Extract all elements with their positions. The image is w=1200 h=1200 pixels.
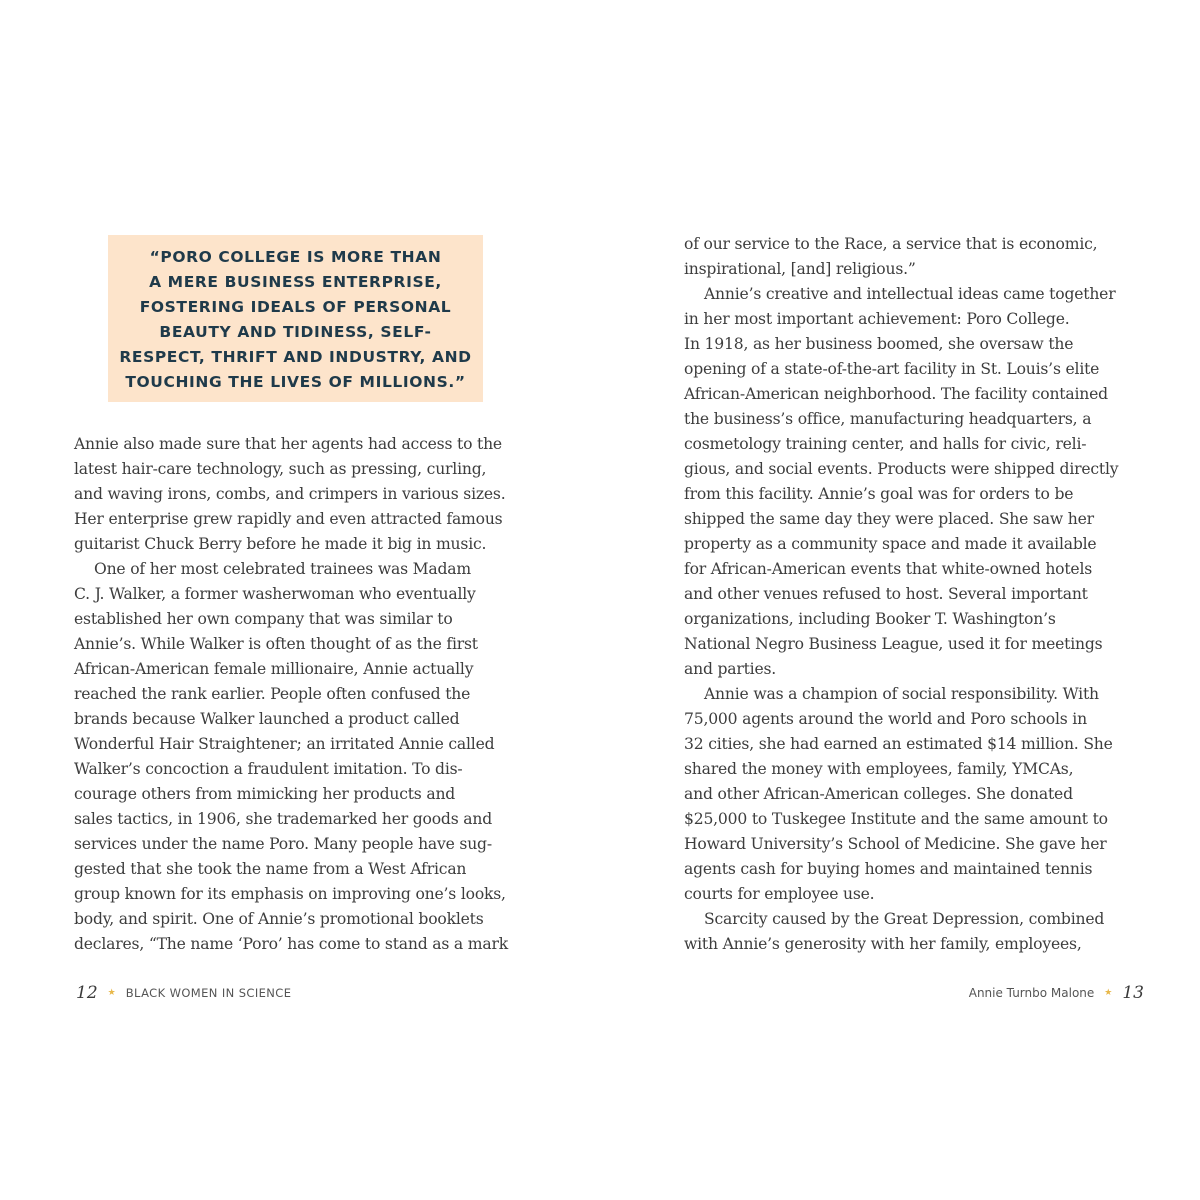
body-text-line: Annie also made sure that her agents had access to the	[74, 435, 502, 453]
body-text-line: African-American female millionaire, Annie actually	[74, 660, 474, 678]
body-text-line: group known for its emphasis on improving one’s looks,	[74, 885, 506, 903]
body-text-line: sales tactics, in 1906, she trademarked her goods and	[74, 810, 492, 828]
right-body-text	[684, 232, 1129, 957]
body-text-line: and parties.	[684, 660, 777, 678]
pull-quote-line: BEAUTY AND TIDINESS, SELF-	[159, 323, 432, 341]
body-text-line: with Annie’s generosity with her family, employees,	[684, 935, 1082, 953]
body-text-line: One of her most celebrated trainees was Madam	[94, 560, 471, 578]
left-page-footer	[76, 983, 291, 1003]
body-text-line: Annie’s. While Walker is often thought of as the first	[74, 635, 478, 653]
body-text-line: shipped the same day they were placed. She saw her	[684, 510, 1094, 528]
body-text-line: cosmetology training center, and halls for civic, reli-	[684, 435, 1087, 453]
body-text-line: services under the name Poro. Many people have sug-	[74, 835, 492, 853]
body-text-line: opening of a state-of-the-art facility in St. Louis’s elite	[684, 360, 1100, 378]
body-text-line: of our service to the Race, a service that is economic,	[684, 235, 1098, 253]
body-text-line: inspirational, [and] religious.”	[684, 260, 916, 278]
body-text-line: Her enterprise grew rapidly and even attracted famous	[74, 510, 503, 528]
body-text-line: Howard University’s School of Medicine. She gave her	[684, 835, 1107, 853]
body-text-line: gious, and social events. Products were shipped directly	[684, 460, 1119, 478]
right-page-footer	[969, 983, 1144, 1003]
body-text-line: body, and spirit. One of Annie’s promotional booklets	[74, 910, 484, 928]
pull-quote-line: TOUCHING THE LIVES OF MILLIONS.”	[125, 373, 466, 391]
body-text-line: Scarcity caused by the Great Depression, combined	[704, 910, 1105, 928]
body-text-line: property as a community space and made it available	[684, 535, 1097, 553]
body-text-line: 32 cities, she had earned an estimated $14 million. She	[684, 735, 1113, 753]
body-text-line: African-American neighborhood. The facility contained	[684, 385, 1108, 403]
body-text-line: established her own company that was similar to	[74, 610, 453, 628]
page-number: 12	[76, 983, 98, 1003]
body-text-line: In 1918, as her business boomed, she oversaw the	[684, 335, 1074, 353]
right-page	[600, 0, 1200, 1200]
body-text-line: Annie was a champion of social responsibility. With	[704, 685, 1099, 703]
body-text-line: brands because Walker launched a product called	[74, 710, 460, 728]
body-text-line: C. J. Walker, a former washerwoman who eventually	[74, 585, 476, 603]
body-text-line: 75,000 agents around the world and Poro schools in	[684, 710, 1087, 728]
star-icon: ★	[1104, 987, 1113, 998]
body-text-line: agents cash for buying homes and maintained tennis	[684, 860, 1093, 878]
body-text-line: $25,000 to Tuskegee Institute and the same amount to	[684, 810, 1108, 828]
body-text-line: Wonderful Hair Straightener; an irritated Annie called	[74, 735, 495, 753]
body-text-line: in her most important achievement: Poro College.	[684, 310, 1070, 328]
body-text-line: guitarist Chuck Berry before he made it big in music.	[74, 535, 487, 553]
body-text-line: National Negro Business League, used it for meetings	[684, 635, 1103, 653]
body-text-line: and other venues refused to host. Several important	[684, 585, 1088, 603]
pull-quote-box	[108, 235, 483, 402]
body-text-line: Annie’s creative and intellectual ideas came together	[704, 285, 1116, 303]
running-head-chapter-title: Annie Turnbo Malone	[968, 986, 1095, 1000]
body-text-line: the business’s office, manufacturing headquarters, a	[684, 410, 1092, 428]
pull-quote-line: A MERE BUSINESS ENTERPRISE,	[149, 273, 442, 291]
body-text-line: Walker’s concoction a fraudulent imitation. To dis-	[74, 760, 463, 778]
body-text-line: and waving irons, combs, and crimpers in various sizes.	[74, 485, 506, 503]
pull-quote-line: FOSTERING IDEALS OF PERSONAL	[139, 298, 452, 316]
body-text-line: gested that she took the name from a West African	[74, 860, 467, 878]
body-text-line: reached the rank earlier. People often confused the	[74, 685, 471, 703]
body-text-line: from this facility. Annie’s goal was for orders to be	[684, 485, 1074, 503]
body-text-line: shared the money with employees, family, YMCAs,	[684, 760, 1074, 778]
body-text-line: courts for employee use.	[684, 885, 875, 903]
pull-quote-line: RESPECT, THRIFT AND INDUSTRY, AND	[119, 348, 472, 366]
left-body-text	[74, 432, 519, 957]
body-text-line: declares, “The name ‘Poro’ has come to stand as a mark	[74, 935, 508, 953]
body-text-line: organizations, including Booker T. Washington’s	[684, 610, 1056, 628]
body-text-line: and other African-American colleges. She donated	[684, 785, 1073, 803]
running-head-book-title: BLACK WOMEN IN SCIENCE	[125, 986, 292, 1000]
body-text-line: latest hair-care technology, such as pressing, curling,	[74, 460, 487, 478]
body-text-line: courage others from mimicking her products and	[74, 785, 456, 803]
pull-quote-line: “PORO COLLEGE IS MORE THAN	[149, 248, 442, 266]
page-number: 13	[1122, 983, 1144, 1003]
body-text-line: for African-American events that white-owned hotels	[684, 560, 1093, 578]
star-icon: ★	[107, 987, 116, 998]
